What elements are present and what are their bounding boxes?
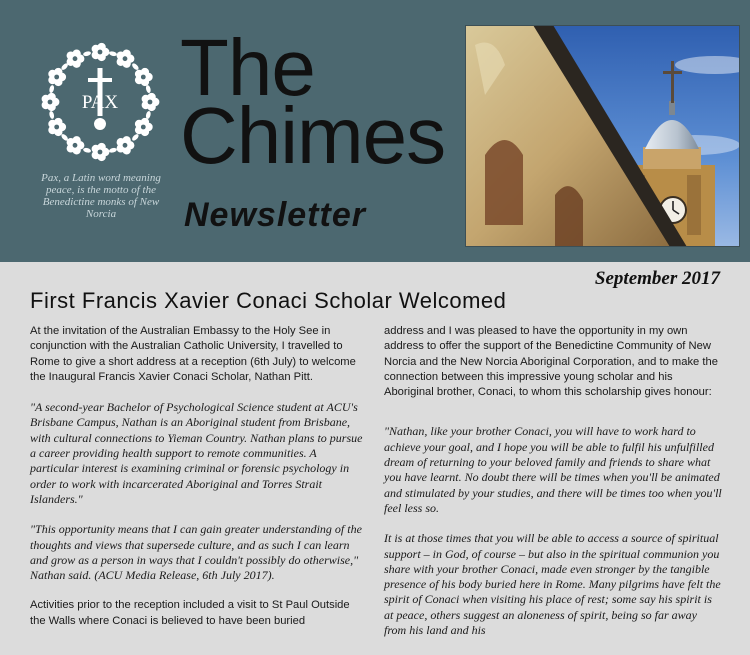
motto-caption: Pax, a Latin word meaning peace, is the motto of the Benedictine monks of New Norcia: [41, 172, 161, 220]
wreath-flower-icon: [92, 143, 110, 161]
church-bell-tower-photo: [465, 25, 740, 247]
wreath-flower-icon: [67, 50, 85, 68]
wreath-flower-icon: [42, 93, 60, 111]
wreath-leaf-icon: [109, 51, 118, 57]
pax-wreath-icon: [36, 38, 164, 166]
wreath-flower-icon: [48, 68, 66, 86]
logo-text: PAX: [81, 92, 119, 113]
wreath-flower-icon: [117, 136, 135, 154]
article-quote: "This opportunity means that I can gain greater understanding of the thoughts and views that supersede culture, and as such I can learn and grow as a person in ways that I couldn't possibly do otherwise," Nathan said. (ACU Media Release, 6th July 2017).: [30, 522, 362, 583]
article-quote: "Nathan, like your brother Conaci, you will have to work hard to achieve your goal, and I hope you will be able to fulfil his unfulfilled dream of returning to your beloved family and friends to share what you have learnt. No doubt there will be times when you'll be animated and stimulated by your studies, and there will be times too when you'll feel less so.: [384, 424, 722, 515]
wreath-leaf-icon: [49, 85, 55, 94]
article-headline: First Francis Xavier Conaci Scholar Welcomed: [30, 288, 507, 313]
wreath-flower-icon: [48, 118, 66, 136]
article-paragraph: Activities prior to the reception included a visit to St Paul Outside the Walls where Conaci is believed to have been buried: [30, 599, 350, 627]
article-quote: It is at those times that you will be able to access a source of spiritual support – in God, of course – but also in the spiritual communion you share with your brother Conaci, made even stronger by the tangible presence of his body buried here in Rome. Many pilgrims have felt the spirit of Conaci when visiting his place of rest; some say his spirit is at peace, others suggest an aloneness of spirit, being so far away from his land and his: [384, 531, 721, 638]
pax-wreath-logo: [36, 38, 164, 166]
wreath-flower-icon: [142, 93, 160, 111]
wreath-flower-icon: [135, 118, 153, 136]
newsletter-title: [180, 23, 446, 180]
article-paragraph: address and I was pleased to have the opportunity in my own address to offer the support of the Benedictine Community of New Norcia and the New Norcia Aboriginal Corporation, and to make the connection between this impressive young scholar and his Aboriginal brother, Conaci, to whom this scholarship gives honour:: [384, 325, 718, 399]
masthead-banner: [0, 0, 750, 262]
wreath-flower-icon: [117, 50, 135, 68]
wreath-leaf-icon: [131, 133, 140, 142]
article-quote: "A second-year Bachelor of Psychological Science student at ACU's Brisbane Campus, Nathan is an Aboriginal student from Brisbane, with cultural connections to Yieman Country. Nathan plans to pursue a career providing health support to remote communities. A particular interest is examining criminal or forensic psychology in order to work with incarcerated Aboriginal and Torres Strait Islanders.": [30, 400, 363, 506]
wreath-leaf-icon: [83, 147, 92, 153]
wreath-leaf-icon: [49, 111, 55, 120]
wreath-leaf-icon: [83, 51, 92, 57]
wreath-flower-icon: [135, 68, 153, 86]
wreath-flower-icon: [92, 43, 110, 61]
issue-date: September 2017: [594, 268, 720, 289]
wreath-leaf-icon: [109, 147, 118, 153]
newsletter-subtitle: Newsletter: [184, 196, 366, 234]
title-line-1: The: [180, 23, 315, 112]
article-left-column: [30, 324, 368, 644]
wreath-flower-icon: [67, 136, 85, 154]
article-paragraph: At the invitation of the Australian Embassy to the Holy See in conjunction with the Australian Catholic University, I travelled to Rome to give a short address at a reception (6th July) to welcome the Inaugural Francis Xavier Conaci Scholar, Nathan Pitt.: [30, 325, 356, 383]
wreath-leaf-icon: [131, 62, 140, 71]
article-right-column: [384, 324, 722, 653]
title-line-2: Chimes: [180, 91, 446, 180]
